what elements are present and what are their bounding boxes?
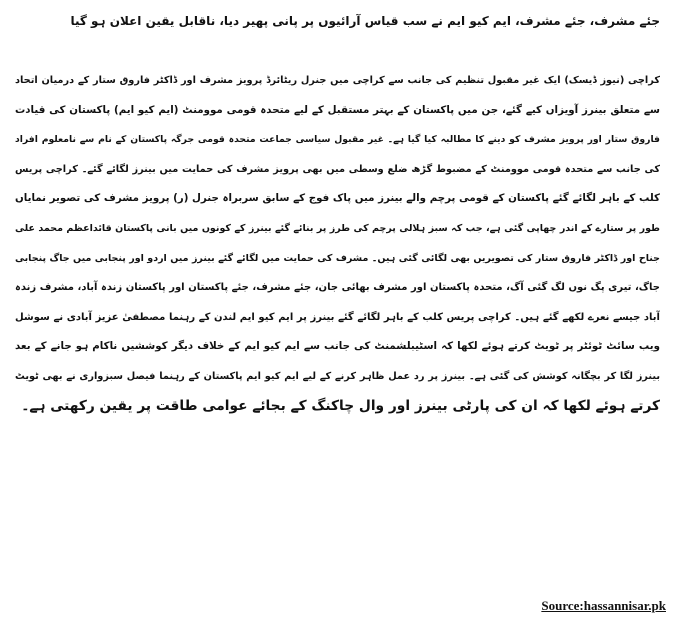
article-line: جناح اور ڈاکٹر فاروق ستار کی تصویریں بھی لگائی گئی ہیں۔ مشرف کی حمایت میں لگائے گئے بینرز میں اردو اور پنجابی میں جاگ پنجابی: [15, 252, 660, 264]
article-headline: جئے مشرف، جئے مشرف، ایم کیو ایم نے سب قیاس آرائیوں پر پانی پھیر دیا، ناقابل یقین اعلان ہو گیا: [70, 14, 660, 28]
article-line: کرتے ہوئے لکھا کہ ان کی پارٹی بینرز اور وال چاکنگ کے بجائے عوامی طاقت پر یقین رکھتی ہے۔: [21, 397, 660, 414]
article-line: جاگ، تیری پگ نوں لگ گئی آگ، متحدہ پاکستان اور مشرف بھائی جان، جئے مشرف، جئے پاکستان اور پاکستان زندہ آباد، مشرف زندہ: [15, 282, 660, 294]
source-credit: Source:hassannisar.pk: [541, 598, 666, 613]
article-line: فاروق ستار اور پرویز مشرف کو دینے کا مطالبہ کیا گیا ہے۔ غیر مقبول سیاسی جماعت متحدہ قومی جرگہ پاکستان کے نام سے نامعلوم افراد: [15, 134, 660, 146]
article-line: طور پر ستارے کے اندر چھاپی گئی ہے، جب کہ سبز ہلالی پرچم کی طرز پر بنائے گئے بینرز کے کونوں میں بانی پاکستان قائداعظم محمد علی: [15, 222, 660, 234]
article-line: کی جانب سے متحدہ قومی موومنٹ کے مضبوط گڑھ ضلع وسطی میں بھی پرویز مشرف کی حمایت میں بینرز لگائے گئے۔ کراچی پریس: [15, 163, 660, 175]
article-line: آباد جیسے نعرے لکھے گئے ہیں۔ کراچی پریس کلب کے باہر لگائے گئے بینرز پر ایم کیو ایم لندن کے رہنما مصطفیٰ عزیز آبادی نے سوشل: [15, 311, 660, 323]
article-line: بینرز لگا کر بچگانہ کوشش کی گئی ہے۔ بینرز پر رد عمل ظاہر کرنے کے لیے ایم کیو ایم پاکستان کے رہنما فیصل سبزواری نے بھی ٹویٹ: [15, 370, 660, 382]
article-body: [15, 66, 660, 421]
article-line: ویب سائٹ ٹوئٹر پر ٹویٹ کرتے ہوئے لکھا کہ اسٹیبلشمنٹ کی جانب سے ایم کیو ایم کے خلاف دیگر کوششیں ناکام ہو جانے کے بعد: [15, 340, 660, 353]
article-line: کلب کے باہر لگائے گئے پاکستان کے قومی پرچم والے بینرز میں پاک فوج کے سابق سربراہ جنرل (ر) پرویز مشرف کی تصویر نمایاں: [15, 192, 660, 205]
article-line: کراچی (نیوز ڈیسک) ایک غیر مقبول تنظیم کی جانب سے کراچی میں جنرل ریٹائرڈ پرویز مشرف اور ڈاکٹر فاروق ستار کے درمیان اتحاد: [15, 75, 660, 86]
article-line: سے متعلق بینرز آویزاں کیے گئے، جن میں پاکستان کے بہتر مستقبل کے لیے متحدہ قومی موومنٹ (ایم کیو ایم) پاکستان کی قیادت: [15, 103, 660, 116]
